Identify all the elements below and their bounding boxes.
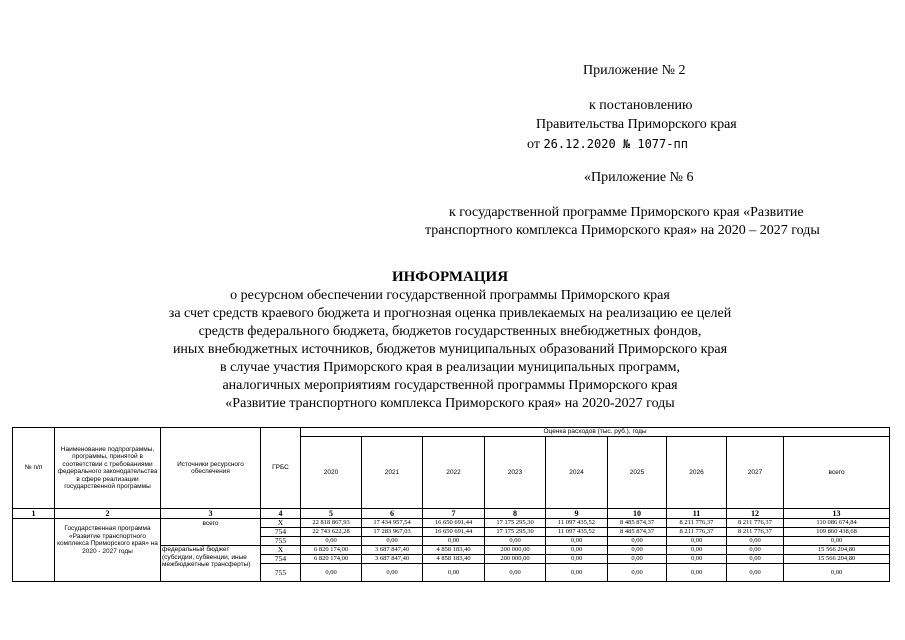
resource-table — [12, 427, 890, 582]
value-cell: 17 283 967,03 — [362, 528, 423, 537]
header-grbs: ГРБС — [261, 428, 301, 509]
value-cell: 200 000,00 — [485, 555, 546, 564]
value-cell: 0,00 — [727, 555, 784, 564]
value-cell: 0,00 — [301, 564, 362, 582]
title-line: о ресурсном обеспечении государственной программы Приморского края — [230, 288, 670, 303]
value-cell: 0,00 — [608, 555, 667, 564]
header-program-name: Наименование подпрограммы, программы, принятой в соответствии с требованиями федерального законодательства в сфере реализации государственной программы — [55, 428, 161, 509]
column-number: 12 — [727, 509, 784, 519]
value-cell: 11 097 435,52 — [546, 519, 608, 528]
header-number: № п/п — [13, 428, 55, 509]
column-number: 7 — [423, 509, 485, 519]
value-cell: 109 860 438,68 — [784, 528, 890, 537]
value-cell: 0,00 — [608, 564, 667, 582]
value-cell: 0,00 — [784, 564, 890, 582]
value-cell: 0,00 — [423, 564, 485, 582]
value-cell: 4 858 183,40 — [423, 546, 485, 555]
title-line: в случае участия Приморского края в реализации муниципальных программ, — [219, 360, 681, 375]
value-cell: 16 650 691,44 — [423, 519, 485, 528]
value-cell: 0,00 — [608, 546, 667, 555]
header-year: 2025 — [608, 437, 667, 509]
value-cell: 0,00 — [301, 537, 362, 546]
decree-prefix: от — [527, 137, 540, 152]
column-number: 3 — [161, 509, 261, 519]
program-line-2: транспортного комплекса Приморского края» на 2020 – 2027 годы — [425, 223, 820, 238]
grbs-code: X — [261, 546, 301, 555]
value-cell: 15 566 204,80 — [784, 555, 890, 564]
column-number: 9 — [546, 509, 608, 519]
value-cell: 8 211 776,37 — [727, 528, 784, 537]
value-cell: 8 211 776,37 — [667, 528, 727, 537]
value-cell: 6 820 174,00 — [301, 546, 362, 555]
header-year: 2027 — [727, 437, 784, 509]
title-line: иных внебюджетных источников, бюджетов муниципальных образований Приморского края — [172, 342, 728, 357]
value-cell: 0,00 — [362, 564, 423, 582]
header-expense-group: Оценка расходов (тыс. руб.), годы — [301, 428, 890, 437]
grbs-code: 755 — [261, 564, 301, 582]
value-cell: 8 485 874,37 — [608, 519, 667, 528]
value-cell: 0,00 — [667, 564, 727, 582]
column-number: 11 — [667, 509, 727, 519]
value-cell: 0,00 — [485, 564, 546, 582]
header-year: 2020 — [301, 437, 362, 509]
header-year: 2026 — [667, 437, 727, 509]
value-cell: 17 434 957,54 — [362, 519, 423, 528]
document-title — [130, 268, 770, 413]
header-total: всего — [784, 437, 890, 509]
value-cell: 16 650 691,44 — [423, 528, 485, 537]
title-heading: ИНФОРМАЦИЯ — [391, 269, 509, 285]
title-line: «Развитие транспортного комплекса Приморского края» на 2020-2027 годы — [225, 396, 675, 411]
column-number: 13 — [784, 509, 890, 519]
row-number-cell — [13, 519, 55, 582]
value-cell: 8 211 776,37 — [667, 519, 727, 528]
grbs-code: 754 — [261, 528, 301, 537]
program-line-1: к государственной программе Приморского края «Развитие — [449, 205, 804, 220]
value-cell: 0,00 — [727, 564, 784, 582]
value-cell: 11 097 435,52 — [546, 528, 608, 537]
header-year: 2023 — [485, 437, 546, 509]
value-cell: 0,00 — [485, 537, 546, 546]
value-cell: 0,00 — [546, 564, 608, 582]
value-cell: 110 086 674,84 — [784, 519, 890, 528]
value-cell: 0,00 — [667, 537, 727, 546]
value-cell: 8 485 874,37 — [608, 528, 667, 537]
to-resolution-label: к постановлению — [589, 98, 693, 113]
column-number: 5 — [301, 509, 362, 519]
value-cell: 0,00 — [727, 546, 784, 555]
value-cell: 4 858 183,40 — [423, 555, 485, 564]
value-cell: 8 211 776,37 — [727, 519, 784, 528]
decree-line — [527, 136, 688, 153]
title-line: за счет средств краевого бюджета и прогнозная оценка привлекаемых на реализацию ее целей — [168, 306, 732, 321]
source-total-cell: всего — [161, 519, 261, 546]
value-cell: 3 687 847,40 — [362, 546, 423, 555]
decree-number: 26.12.2020 № 1077-пп — [543, 137, 688, 151]
column-number: 4 — [261, 509, 301, 519]
table-row — [13, 519, 890, 528]
value-cell: 0,00 — [608, 537, 667, 546]
grbs-code: X — [261, 519, 301, 528]
value-cell: 0,00 — [546, 555, 608, 564]
header-year: 2022 — [423, 437, 485, 509]
appendix-label: Приложение № 2 — [583, 63, 686, 78]
grbs-code: 754 — [261, 555, 301, 564]
title-line: аналогичных мероприятиям государственной программы Приморского края — [222, 378, 678, 393]
value-cell: 0,00 — [784, 537, 890, 546]
column-number: 2 — [55, 509, 161, 519]
value-cell: 0,00 — [423, 537, 485, 546]
value-cell: 0,00 — [667, 555, 727, 564]
column-number: 10 — [608, 509, 667, 519]
value-cell: 17 175 295,30 — [485, 519, 546, 528]
value-cell: 200 000,00 — [485, 546, 546, 555]
value-cell: 6 820 174,00 — [301, 555, 362, 564]
value-cell: 0,00 — [727, 537, 784, 546]
value-cell: 3 687 847,40 — [362, 555, 423, 564]
value-cell: 22 818 867,93 — [301, 519, 362, 528]
value-cell: 0,00 — [546, 546, 608, 555]
value-cell: 22 743 622,28 — [301, 528, 362, 537]
value-cell: 0,00 — [546, 537, 608, 546]
source-federal-cell: федеральный бюджет (субсидии, субвенции, иные межбюджетные трансферты) — [161, 546, 261, 582]
value-cell: 17 175 295,30 — [485, 528, 546, 537]
column-number: 6 — [362, 509, 423, 519]
title-line: средств федерального бюджета, бюджетов государственных внебюджетных фондов, — [198, 324, 702, 339]
appendix6-label: «Приложение № 6 — [584, 170, 694, 185]
header-sources: Источники ресурсного обеспечения — [161, 428, 261, 509]
column-number: 8 — [485, 509, 546, 519]
value-cell: 0,00 — [362, 537, 423, 546]
column-number: 1 — [13, 509, 55, 519]
program-name-cell: Государственная программа «Развитие транспортного комплекса Приморского края» на 2020 - 2027 годы — [55, 519, 161, 582]
value-cell: 0,00 — [667, 546, 727, 555]
grbs-code: 755 — [261, 537, 301, 546]
header-year: 2021 — [362, 437, 423, 509]
value-cell: 15 566 204,80 — [784, 546, 890, 555]
government-label: Правительства Приморского края — [536, 117, 737, 132]
header-year: 2024 — [546, 437, 608, 509]
